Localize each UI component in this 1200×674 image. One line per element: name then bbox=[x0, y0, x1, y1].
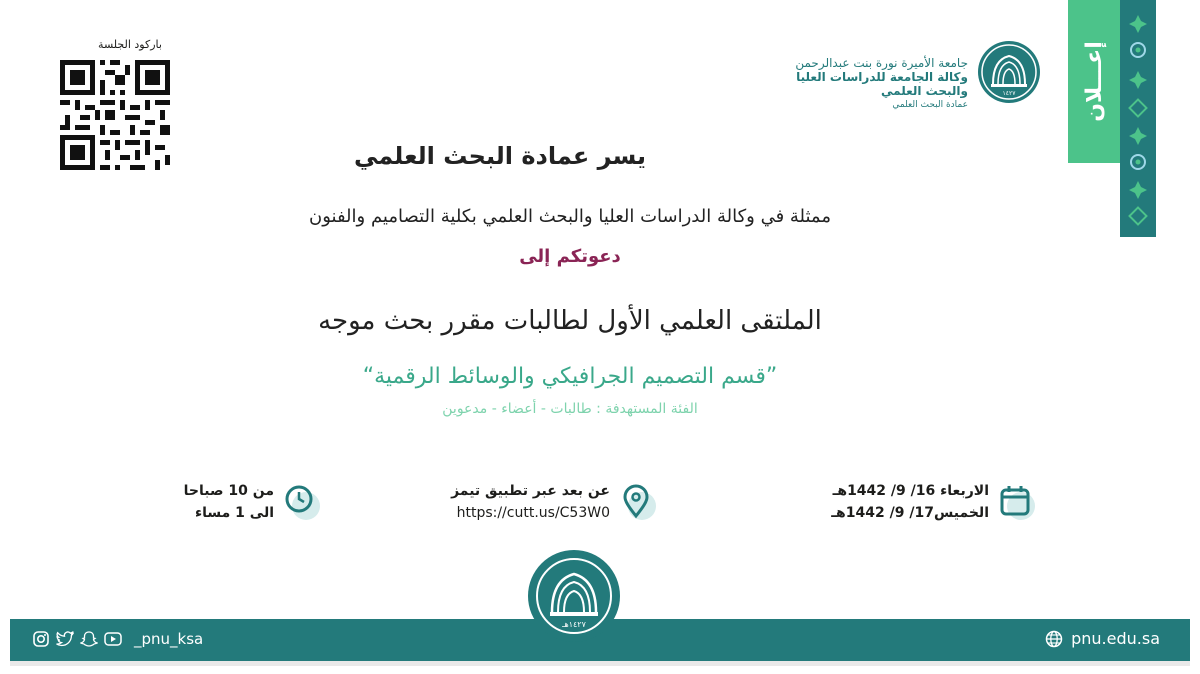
instagram-icon[interactable] bbox=[32, 630, 50, 648]
logo-year: ١٤٢٧هـ bbox=[562, 620, 586, 629]
qr-label: باركود الجلسة bbox=[98, 38, 162, 51]
ornament-icon bbox=[1128, 152, 1148, 172]
time-start: من 10 صباحا bbox=[183, 483, 274, 499]
invitation-line: دعوتكم إلى bbox=[519, 246, 621, 267]
ornament-icon bbox=[1128, 126, 1148, 146]
date-info bbox=[831, 480, 1035, 524]
university-name-block bbox=[728, 56, 968, 112]
footer-university-logo-icon bbox=[534, 556, 614, 636]
svg-text:١٤٢٧: ١٤٢٧ bbox=[1002, 90, 1016, 97]
date-line-1: الاربعاء 16/ 9/ 1442هـ bbox=[832, 483, 989, 499]
calendar-icon bbox=[999, 484, 1035, 520]
website-link[interactable] bbox=[1045, 629, 1160, 648]
time-info bbox=[184, 480, 320, 524]
announcement-tab bbox=[1068, 0, 1120, 163]
announcement-label: إعـــلان bbox=[1081, 41, 1107, 122]
vice-rectorate-name: وكالة الجامعة للدراسات العليا bbox=[796, 70, 968, 84]
social-handle[interactable]: _pnu_ksa bbox=[134, 630, 204, 648]
target-audience: الفئة المستهدفة : طالبات - أعضاء - مدعوين bbox=[442, 401, 698, 417]
footer-divider bbox=[10, 661, 1190, 666]
university-name: جامعة الأميرة نورة بنت عبدالرحمن bbox=[795, 56, 968, 70]
clock-icon bbox=[284, 484, 320, 520]
ornament-icon bbox=[1128, 70, 1148, 90]
time-end: الى 1 مساء bbox=[194, 505, 274, 521]
date-line-2: الخميس17/ 9/ 1442هـ bbox=[831, 505, 989, 521]
decorative-pattern-strip bbox=[1120, 0, 1156, 237]
location-pin-icon bbox=[620, 484, 656, 520]
ornament-icon bbox=[1128, 14, 1148, 34]
event-title: الملتقى العلمي الأول لطالبات مقرر بحث موجه bbox=[318, 306, 822, 336]
website-url: pnu.edu.sa bbox=[1071, 629, 1160, 648]
vice-rectorate-name-cont: والبحث العلمي bbox=[881, 84, 968, 98]
ornament-icon bbox=[1128, 180, 1148, 200]
social-links bbox=[32, 630, 203, 648]
location-info bbox=[451, 480, 656, 524]
main-headline: يسر عمادة البحث العلمي bbox=[353, 142, 647, 170]
ornament-icon bbox=[1128, 40, 1148, 60]
meeting-link[interactable]: https://cutt.us/C53W0 bbox=[456, 505, 610, 521]
location-line: عن بعد عبر تطبيق تيمز bbox=[451, 483, 610, 499]
twitter-icon[interactable] bbox=[56, 630, 74, 648]
department-name: ”قسم التصميم الجرافيكي والوسائط الرقمية“ bbox=[362, 364, 778, 389]
globe-icon bbox=[1045, 630, 1063, 648]
university-logo-icon bbox=[977, 40, 1041, 104]
ornament-icon bbox=[1128, 98, 1148, 118]
snapchat-icon[interactable] bbox=[80, 630, 98, 648]
deanship-name: عمادة البحث العلمي bbox=[892, 100, 968, 110]
youtube-icon[interactable] bbox=[104, 630, 122, 648]
sub-headline: ممثلة في وكالة الدراسات العليا والبحث العلمي بكلية التصاميم والفنون bbox=[309, 206, 831, 227]
